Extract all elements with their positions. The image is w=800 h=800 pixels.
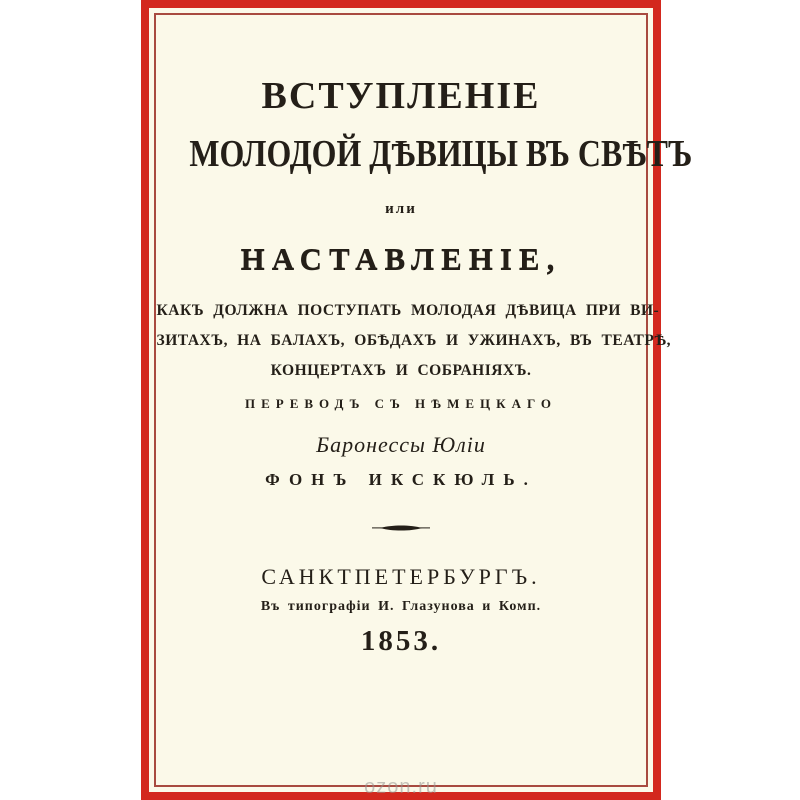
ozon-watermark: ozon.ru — [364, 776, 438, 798]
subtitle-line: КОНЦЕРТАХЪ И СОБРАНІЯХЪ. — [270, 362, 532, 379]
book-title-line2: МОЛОДОЙ ДѢВИЦЫ ВЪ СВѢТЪ — [189, 133, 693, 175]
imprint-publisher: Въ типографіи И. Глазунова и Комп. — [260, 599, 542, 614]
translator-name-line2: ФОНЪ ИКСКЮЛЬ. — [265, 470, 537, 489]
book-title-line1: ВСТУПЛЕНІЕ — [261, 75, 541, 117]
imprint-city: САНКТПЕТЕРБУРГЪ. — [261, 564, 541, 589]
subtitle-line: КАКЪ ДОЛЖНА ПОСТУПАТЬ МОЛОДАЯ ДѢВИЦА ПРИ ВИ- — [156, 302, 660, 319]
translation-note: ПЕРЕВОДЪ СЪ НѢМЕЦКАГО — [244, 396, 558, 411]
book-title-page — [141, 0, 693, 800]
alternate-title: НАСТАВЛЕНІЕ, — [240, 241, 562, 276]
subtitle-line: ЗИТАХЪ, НА БАЛАХЪ, ОБѢДАХЪ И УЖИНАХЪ, ВЪ ТЕАТРѢ, — [156, 332, 672, 349]
subtitle-paragraph — [156, 296, 672, 386]
title-conjunction: или — [385, 201, 417, 217]
swelled-rule-ornament-icon — [149, 523, 653, 535]
imprint-year: 1853. — [360, 625, 442, 657]
translator-name-line1: Баронессы Юліи — [316, 432, 486, 457]
